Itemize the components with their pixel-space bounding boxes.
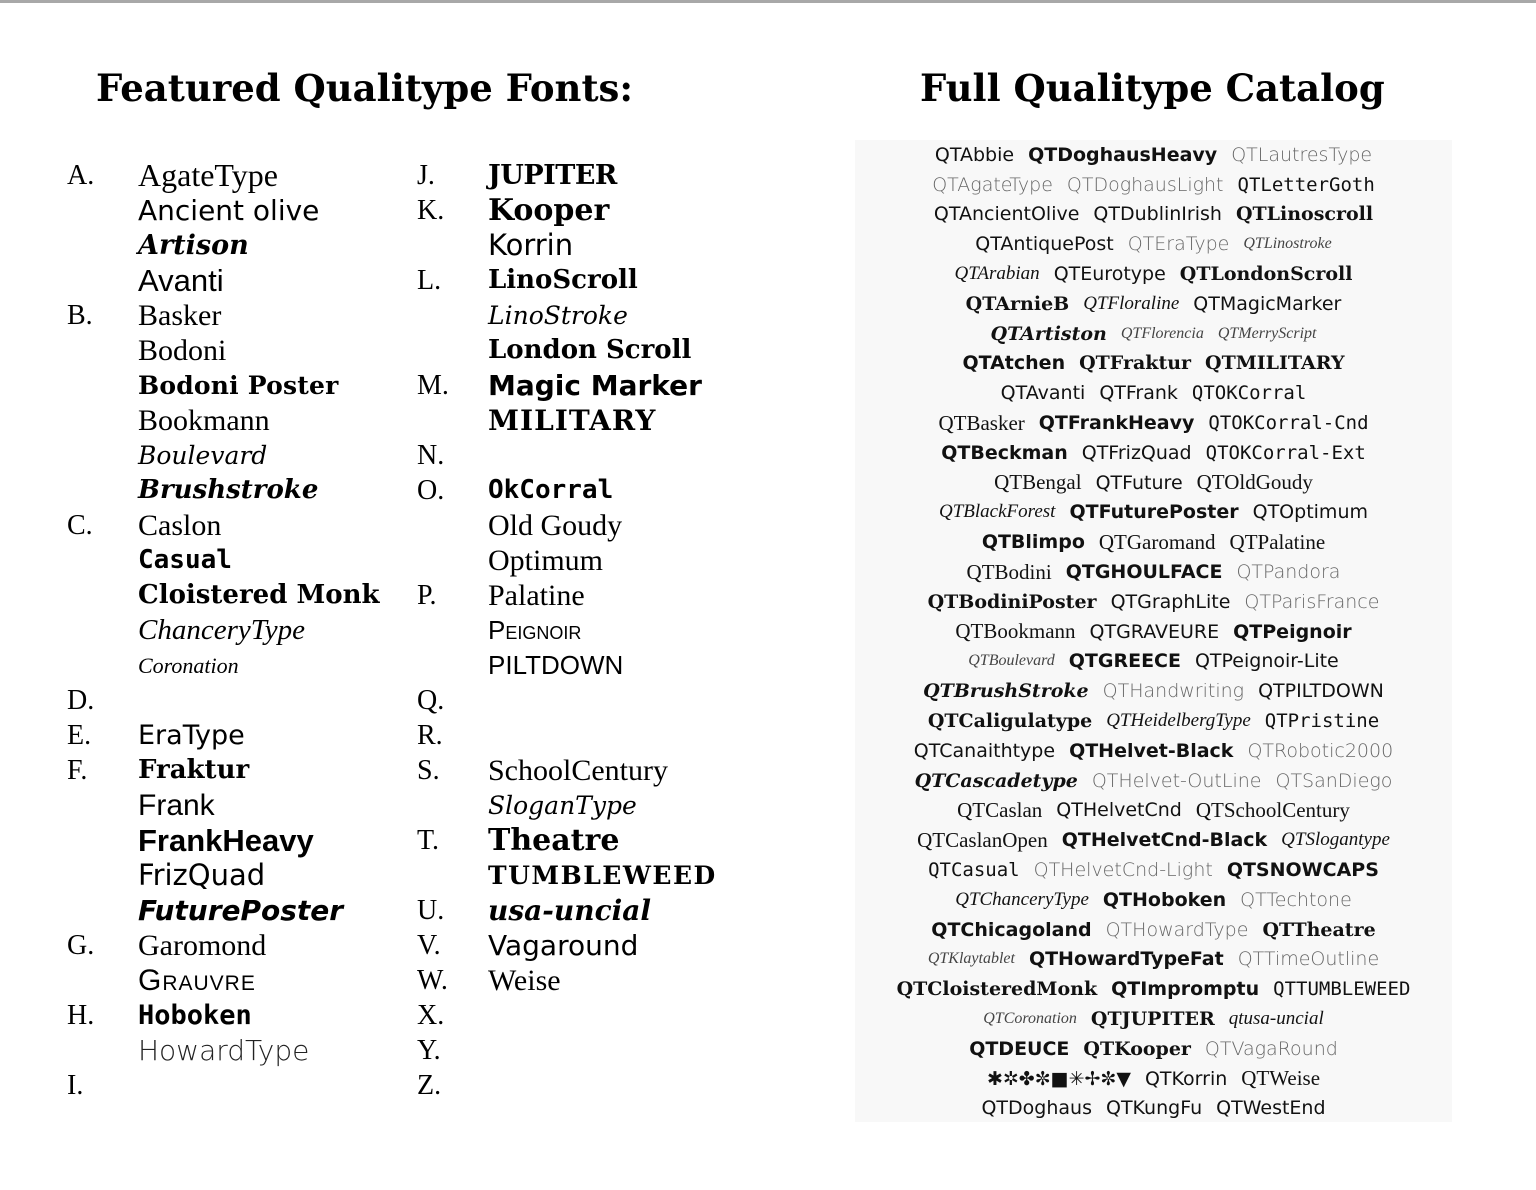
catalog-font-name: QTCascadetype — [914, 769, 1078, 792]
font-list — [138, 718, 245, 753]
catalog-font-name: QTFrankHeavy — [1038, 412, 1195, 435]
letter-group — [417, 683, 747, 718]
catalog-font-name: QTBookmann — [955, 619, 1076, 644]
catalog-font-name: QTArnieB — [965, 292, 1070, 315]
font-name: SloganType — [488, 791, 637, 820]
catalog-font-name: QTBodini — [966, 559, 1052, 584]
font-name: Casual — [138, 545, 232, 575]
catalog-font-name: QTMagicMarker — [1193, 292, 1342, 315]
font-name: LinoScroll — [488, 265, 638, 295]
font-name: FuturePoster — [138, 894, 344, 927]
catalog-row — [855, 885, 1452, 915]
catalog-font-name: QTGRAVEURE — [1089, 620, 1220, 643]
catalog-font-name: QTCoronation — [983, 1010, 1077, 1027]
catalog-font-name: QTBengal — [994, 470, 1082, 495]
font-name: Avanti — [138, 263, 224, 298]
catalog-font-name: QTArtiston — [990, 322, 1107, 345]
font-list — [138, 158, 319, 298]
letter-group — [67, 158, 387, 298]
catalog-row — [855, 349, 1452, 379]
font-name: Caslon — [138, 509, 222, 542]
font-name: Cloistered Monk — [138, 580, 380, 610]
catalog-font-name: QTFrank — [1099, 382, 1178, 405]
catalog-font-name: QTBasker — [938, 410, 1025, 435]
catalog-row — [855, 855, 1452, 885]
catalog-row — [855, 468, 1452, 498]
catalog-row — [855, 557, 1452, 587]
font-name: Vagaround — [488, 929, 639, 962]
letter-label: F. — [67, 755, 88, 786]
letter-label: C. — [67, 510, 93, 541]
catalog-row — [855, 498, 1452, 528]
letter-group — [417, 158, 747, 193]
catalog-row — [855, 200, 1452, 230]
catalog-font-name: QTSlogantype — [1281, 829, 1390, 851]
catalog-font-name: QTKlaytablet — [927, 950, 1015, 968]
letter-group — [417, 473, 747, 578]
font-name: Peignoir — [488, 615, 582, 645]
letter-group — [67, 298, 387, 508]
catalog-row — [855, 289, 1452, 319]
catalog-row — [855, 825, 1452, 855]
catalog-row — [855, 1094, 1452, 1124]
catalog-font-name: QTDEUCE — [969, 1037, 1070, 1060]
letter-group — [417, 1068, 747, 1103]
font-name: Bodoni — [138, 334, 227, 367]
catalog-row — [855, 915, 1452, 945]
font-name: Korrin — [488, 228, 574, 262]
featured-heading: Featured Qualitype Fonts: — [96, 66, 634, 110]
catalog-font-name: QTWestEnd — [1216, 1097, 1326, 1120]
font-name: EraType — [138, 720, 245, 751]
font-list — [488, 928, 638, 963]
letter-label: Z. — [417, 1070, 442, 1101]
font-name: Brushstroke — [138, 475, 319, 505]
catalog-row — [855, 945, 1452, 975]
catalog-row — [855, 319, 1452, 349]
letter-group — [417, 1033, 747, 1068]
catalog-font-name: QTBlimpo — [981, 531, 1085, 554]
letter-group — [417, 823, 747, 893]
catalog-font-name: QTGraphLite — [1110, 590, 1231, 613]
catalog-font-name: QTChanceryType — [955, 888, 1089, 910]
font-list — [488, 263, 691, 368]
letter-label: I. — [67, 1070, 84, 1101]
font-name: Ancient olive — [138, 194, 320, 227]
catalog-font-name: QTOptimum — [1252, 501, 1368, 524]
letter-label: T. — [417, 825, 440, 856]
letter-group — [67, 753, 387, 928]
font-name: Grauvre — [138, 964, 256, 997]
catalog-row — [855, 1004, 1452, 1034]
letter-label: V. — [417, 930, 441, 961]
catalog-font-name: QTWeise — [1241, 1066, 1321, 1091]
catalog-font-name: QTChicagoland — [931, 918, 1092, 941]
letter-group — [417, 753, 747, 823]
letter-label: Q. — [417, 685, 445, 716]
catalog-font-name: QTPeignoir — [1233, 620, 1352, 643]
catalog-font-name: QTGaromand — [1098, 529, 1216, 554]
catalog-font-name: QTGREECE — [1068, 650, 1181, 673]
catalog-font-name: QTHowardType — [1105, 918, 1249, 941]
font-name: Fraktur — [138, 755, 250, 785]
catalog-font-name: QTPristine — [1264, 710, 1380, 733]
catalog-font-name: QTBlackForest — [939, 501, 1056, 523]
catalog-font-name: QTFuture — [1095, 471, 1183, 494]
catalog-font-name: QTHandwriting — [1102, 680, 1245, 703]
letter-group — [417, 893, 747, 928]
featured-list-column-2 — [417, 158, 747, 1103]
font-name: SchoolCentury — [488, 754, 668, 787]
font-list — [488, 578, 623, 683]
letter-group — [417, 963, 747, 998]
letter-group — [67, 718, 387, 753]
letter-group — [67, 508, 387, 683]
letter-label: S. — [417, 755, 440, 786]
featured-list-column-1 — [67, 158, 387, 1103]
font-name: MILITARY — [488, 404, 657, 437]
catalog-font-name: QTSNOWCAPS — [1226, 859, 1379, 882]
letter-label: E. — [67, 720, 92, 751]
font-list — [488, 753, 668, 823]
catalog-row — [855, 706, 1452, 736]
letter-label: K. — [417, 195, 445, 226]
font-list — [488, 893, 651, 928]
font-name: AgateType — [138, 157, 278, 193]
font-list — [138, 998, 309, 1068]
font-name: Coronation — [138, 653, 239, 678]
font-list — [138, 928, 266, 998]
catalog-font-name: QTTechtone — [1240, 888, 1352, 911]
catalog-font-name: QTPandora — [1236, 561, 1341, 584]
catalog-font-name: QTLetterGoth — [1237, 173, 1375, 196]
catalog-row — [855, 647, 1452, 677]
font-name: Optimum — [488, 544, 604, 577]
letter-label: H. — [67, 1000, 95, 1031]
font-name: OkCorral — [488, 475, 614, 505]
letter-label: X. — [417, 1000, 445, 1031]
font-name: Basker — [138, 299, 222, 332]
letter-group — [67, 928, 387, 998]
catalog-heading: Full Qualitype Catalog — [920, 66, 1385, 110]
letter-label: D. — [67, 685, 95, 716]
letter-label: U. — [417, 895, 445, 926]
catalog-font-name: QTLinostroke — [1243, 235, 1332, 253]
catalog-font-name: QTLinoscroll — [1235, 203, 1374, 226]
catalog-font-name: QTHelvetCnd-Black — [1061, 829, 1268, 852]
font-name: Kooper — [488, 193, 610, 228]
font-name: Artison — [138, 230, 249, 261]
font-name: TUMBLEWEED — [488, 861, 717, 890]
catalog-font-name: QTDoghausLight — [1066, 173, 1224, 196]
catalog-font-name: QTRobotic2000 — [1247, 739, 1394, 762]
catalog-font-name: QTTUMBLEWEED — [1273, 978, 1411, 1001]
catalog-font-name: QTHeidelbergType — [1106, 710, 1251, 732]
catalog-row — [855, 587, 1452, 617]
catalog-font-name: QTVagaRound — [1204, 1037, 1338, 1060]
catalog-font-name: QTDublinIrish — [1093, 203, 1222, 226]
letter-group — [417, 578, 747, 683]
catalog-row — [855, 676, 1452, 706]
catalog-font-name: QTOKCorral-Cnd — [1208, 412, 1369, 435]
catalog-font-name: QTAtchen — [962, 352, 1066, 375]
catalog-font-name: QTBoulevard — [968, 652, 1055, 670]
font-name: ChanceryType — [138, 614, 305, 646]
letter-group — [67, 683, 387, 718]
letter-group — [67, 998, 387, 1068]
letter-label: P. — [417, 580, 437, 611]
font-name: usa-uncial — [488, 894, 652, 927]
font-list — [138, 753, 343, 928]
letter-label: G. — [67, 930, 95, 961]
catalog-font-name: QTHelvetCnd — [1056, 799, 1182, 822]
letter-group — [417, 998, 747, 1033]
catalog-font-name: qtusa-uncial — [1228, 1008, 1324, 1029]
catalog-row — [855, 527, 1452, 557]
catalog-font-name: QTPalatine — [1229, 529, 1326, 554]
catalog-row — [855, 170, 1452, 200]
catalog-row — [855, 378, 1452, 408]
font-name: LinoStroke — [488, 301, 628, 330]
catalog-font-name: QTHelvet-OutLine — [1091, 769, 1262, 792]
letter-label: R. — [417, 720, 443, 751]
font-name: Boulevard — [138, 441, 268, 470]
catalog-font-name: QTSanDiego — [1275, 769, 1393, 792]
catalog-font-name: QTMILITARY — [1205, 352, 1345, 375]
catalog-row — [855, 974, 1452, 1004]
catalog-row — [855, 259, 1452, 289]
letter-label: Y. — [417, 1035, 441, 1066]
catalog-font-name: QTBodiniPoster — [927, 590, 1097, 613]
font-list — [488, 368, 702, 438]
catalog-font-name: QTAncientOlive — [933, 203, 1080, 226]
font-name: Old Goudy — [488, 509, 623, 542]
catalog-panel — [855, 140, 1452, 1122]
catalog-row — [855, 1064, 1452, 1094]
top-border — [0, 0, 1536, 3]
catalog-font-name: QTCanaithtype — [913, 739, 1056, 762]
catalog-font-name: QTParisFrance — [1244, 590, 1380, 613]
letter-group — [417, 368, 747, 438]
font-name: Garomond — [138, 929, 267, 962]
font-name: Bodoni Poster — [138, 371, 339, 400]
catalog-font-name: QTCasual — [928, 859, 1020, 882]
font-list — [488, 473, 622, 578]
font-name: FrizQuad — [138, 858, 266, 892]
catalog-font-name: QTKungFu — [1105, 1097, 1203, 1120]
catalog-font-name: QTOKCorral-Ext — [1205, 441, 1366, 464]
catalog-font-name: QTKorrin — [1144, 1067, 1228, 1090]
font-list — [138, 508, 380, 683]
catalog-font-name: QTHowardTypeFat — [1028, 948, 1224, 971]
catalog-font-name: ✱✲✤✼■✳✢✼▼ — [986, 1067, 1131, 1090]
font-name: Theatre — [488, 823, 620, 858]
catalog-font-name: QTCaslanOpen — [917, 827, 1048, 852]
catalog-font-name: QTFraktur — [1079, 352, 1192, 375]
font-name: Magic Marker — [488, 369, 702, 402]
catalog-font-name: QTJUPITER — [1090, 1008, 1215, 1030]
catalog-font-name: QTAntiquePost — [975, 233, 1114, 256]
letter-group — [417, 718, 747, 753]
catalog-font-name: QTFloraline — [1083, 292, 1180, 314]
catalog-font-name: QTFuturePoster — [1069, 501, 1239, 524]
catalog-font-name: QTArabian — [954, 263, 1040, 285]
catalog-row — [855, 140, 1452, 170]
catalog-font-name: QTMerryScript — [1217, 324, 1317, 342]
letter-label: J. — [417, 160, 435, 191]
catalog-font-name: QTEraType — [1127, 233, 1230, 256]
font-list — [138, 298, 338, 508]
catalog-font-name: QTFrizQuad — [1081, 441, 1192, 464]
catalog-font-name: QTEurotype — [1053, 263, 1166, 286]
catalog-font-name: QTAgateType — [932, 173, 1053, 196]
letter-label: B. — [67, 300, 93, 331]
font-name: PILTDOWN — [488, 650, 624, 680]
catalog-font-name: QTSchoolCentury — [1195, 797, 1350, 822]
catalog-font-name: QTHelvetCnd-Light — [1033, 859, 1213, 882]
catalog-font-name: QTTheatre — [1262, 918, 1376, 941]
catalog-row — [855, 229, 1452, 259]
catalog-font-name: QTAbbie — [934, 143, 1015, 166]
font-name: HowardType — [138, 1034, 310, 1067]
catalog-font-name: QTHelvet-Black — [1069, 739, 1234, 762]
catalog-row — [855, 408, 1452, 438]
catalog-row — [855, 438, 1452, 468]
catalog-font-name: QTKooper — [1083, 1037, 1191, 1060]
font-name: Hoboken — [138, 1000, 252, 1031]
font-list — [488, 823, 717, 893]
catalog-font-name: QTHoboken — [1102, 888, 1227, 911]
font-list — [488, 193, 609, 263]
catalog-font-name: QTCaslan — [957, 797, 1043, 822]
catalog-font-name: QTLautresType — [1231, 143, 1373, 166]
catalog-font-name: QTAvanti — [1000, 382, 1086, 405]
letter-label: A. — [67, 160, 95, 191]
font-list — [488, 158, 617, 193]
letter-label: W. — [417, 965, 448, 996]
catalog-font-name: QTTimeOutline — [1237, 948, 1380, 971]
catalog-font-name: QTGHOULFACE — [1065, 561, 1223, 584]
catalog-font-name: QTPILTDOWN — [1258, 680, 1384, 703]
catalog-font-name: QTDoghaus — [981, 1097, 1092, 1120]
letter-label: O. — [417, 475, 445, 506]
catalog-row — [855, 1034, 1452, 1064]
letter-group — [67, 1068, 387, 1103]
catalog-row — [855, 736, 1452, 766]
catalog-font-name: QTBrushStroke — [923, 680, 1089, 703]
catalog-font-name: QTCaligulatype — [927, 710, 1093, 733]
letter-group — [417, 928, 747, 963]
font-name: JUPITER — [488, 160, 617, 191]
letter-label: N. — [417, 440, 445, 471]
font-name: Weise — [488, 964, 561, 997]
catalog-row — [855, 617, 1452, 647]
font-name: Frank — [138, 789, 215, 822]
font-list — [488, 963, 561, 998]
font-name: London Scroll — [488, 335, 692, 365]
catalog-font-name: QTOldGoudy — [1196, 470, 1313, 495]
catalog-row — [855, 766, 1452, 796]
catalog-font-name: QTPeignoir-Lite — [1194, 650, 1339, 673]
font-name: Palatine — [488, 579, 585, 612]
font-name: Bookmann — [138, 404, 270, 437]
catalog-font-name: QTFlorencia — [1120, 324, 1204, 342]
catalog-font-name: QTBeckman — [941, 441, 1068, 464]
letter-group — [417, 263, 747, 368]
catalog-font-name: QTDoghausHeavy — [1028, 143, 1218, 166]
letter-group — [417, 193, 747, 263]
catalog-font-name: QTImpromptu — [1111, 978, 1260, 1001]
letter-label: L. — [417, 265, 442, 296]
catalog-font-name: QTOKCorral — [1191, 382, 1307, 405]
catalog-font-name: QTLondonScroll — [1179, 263, 1353, 286]
catalog-row — [855, 796, 1452, 826]
letter-label: M. — [417, 370, 449, 401]
catalog-font-name: QTCloisteredMonk — [896, 978, 1098, 1001]
font-name: FrankHeavy — [138, 823, 314, 858]
letter-group — [417, 438, 747, 473]
